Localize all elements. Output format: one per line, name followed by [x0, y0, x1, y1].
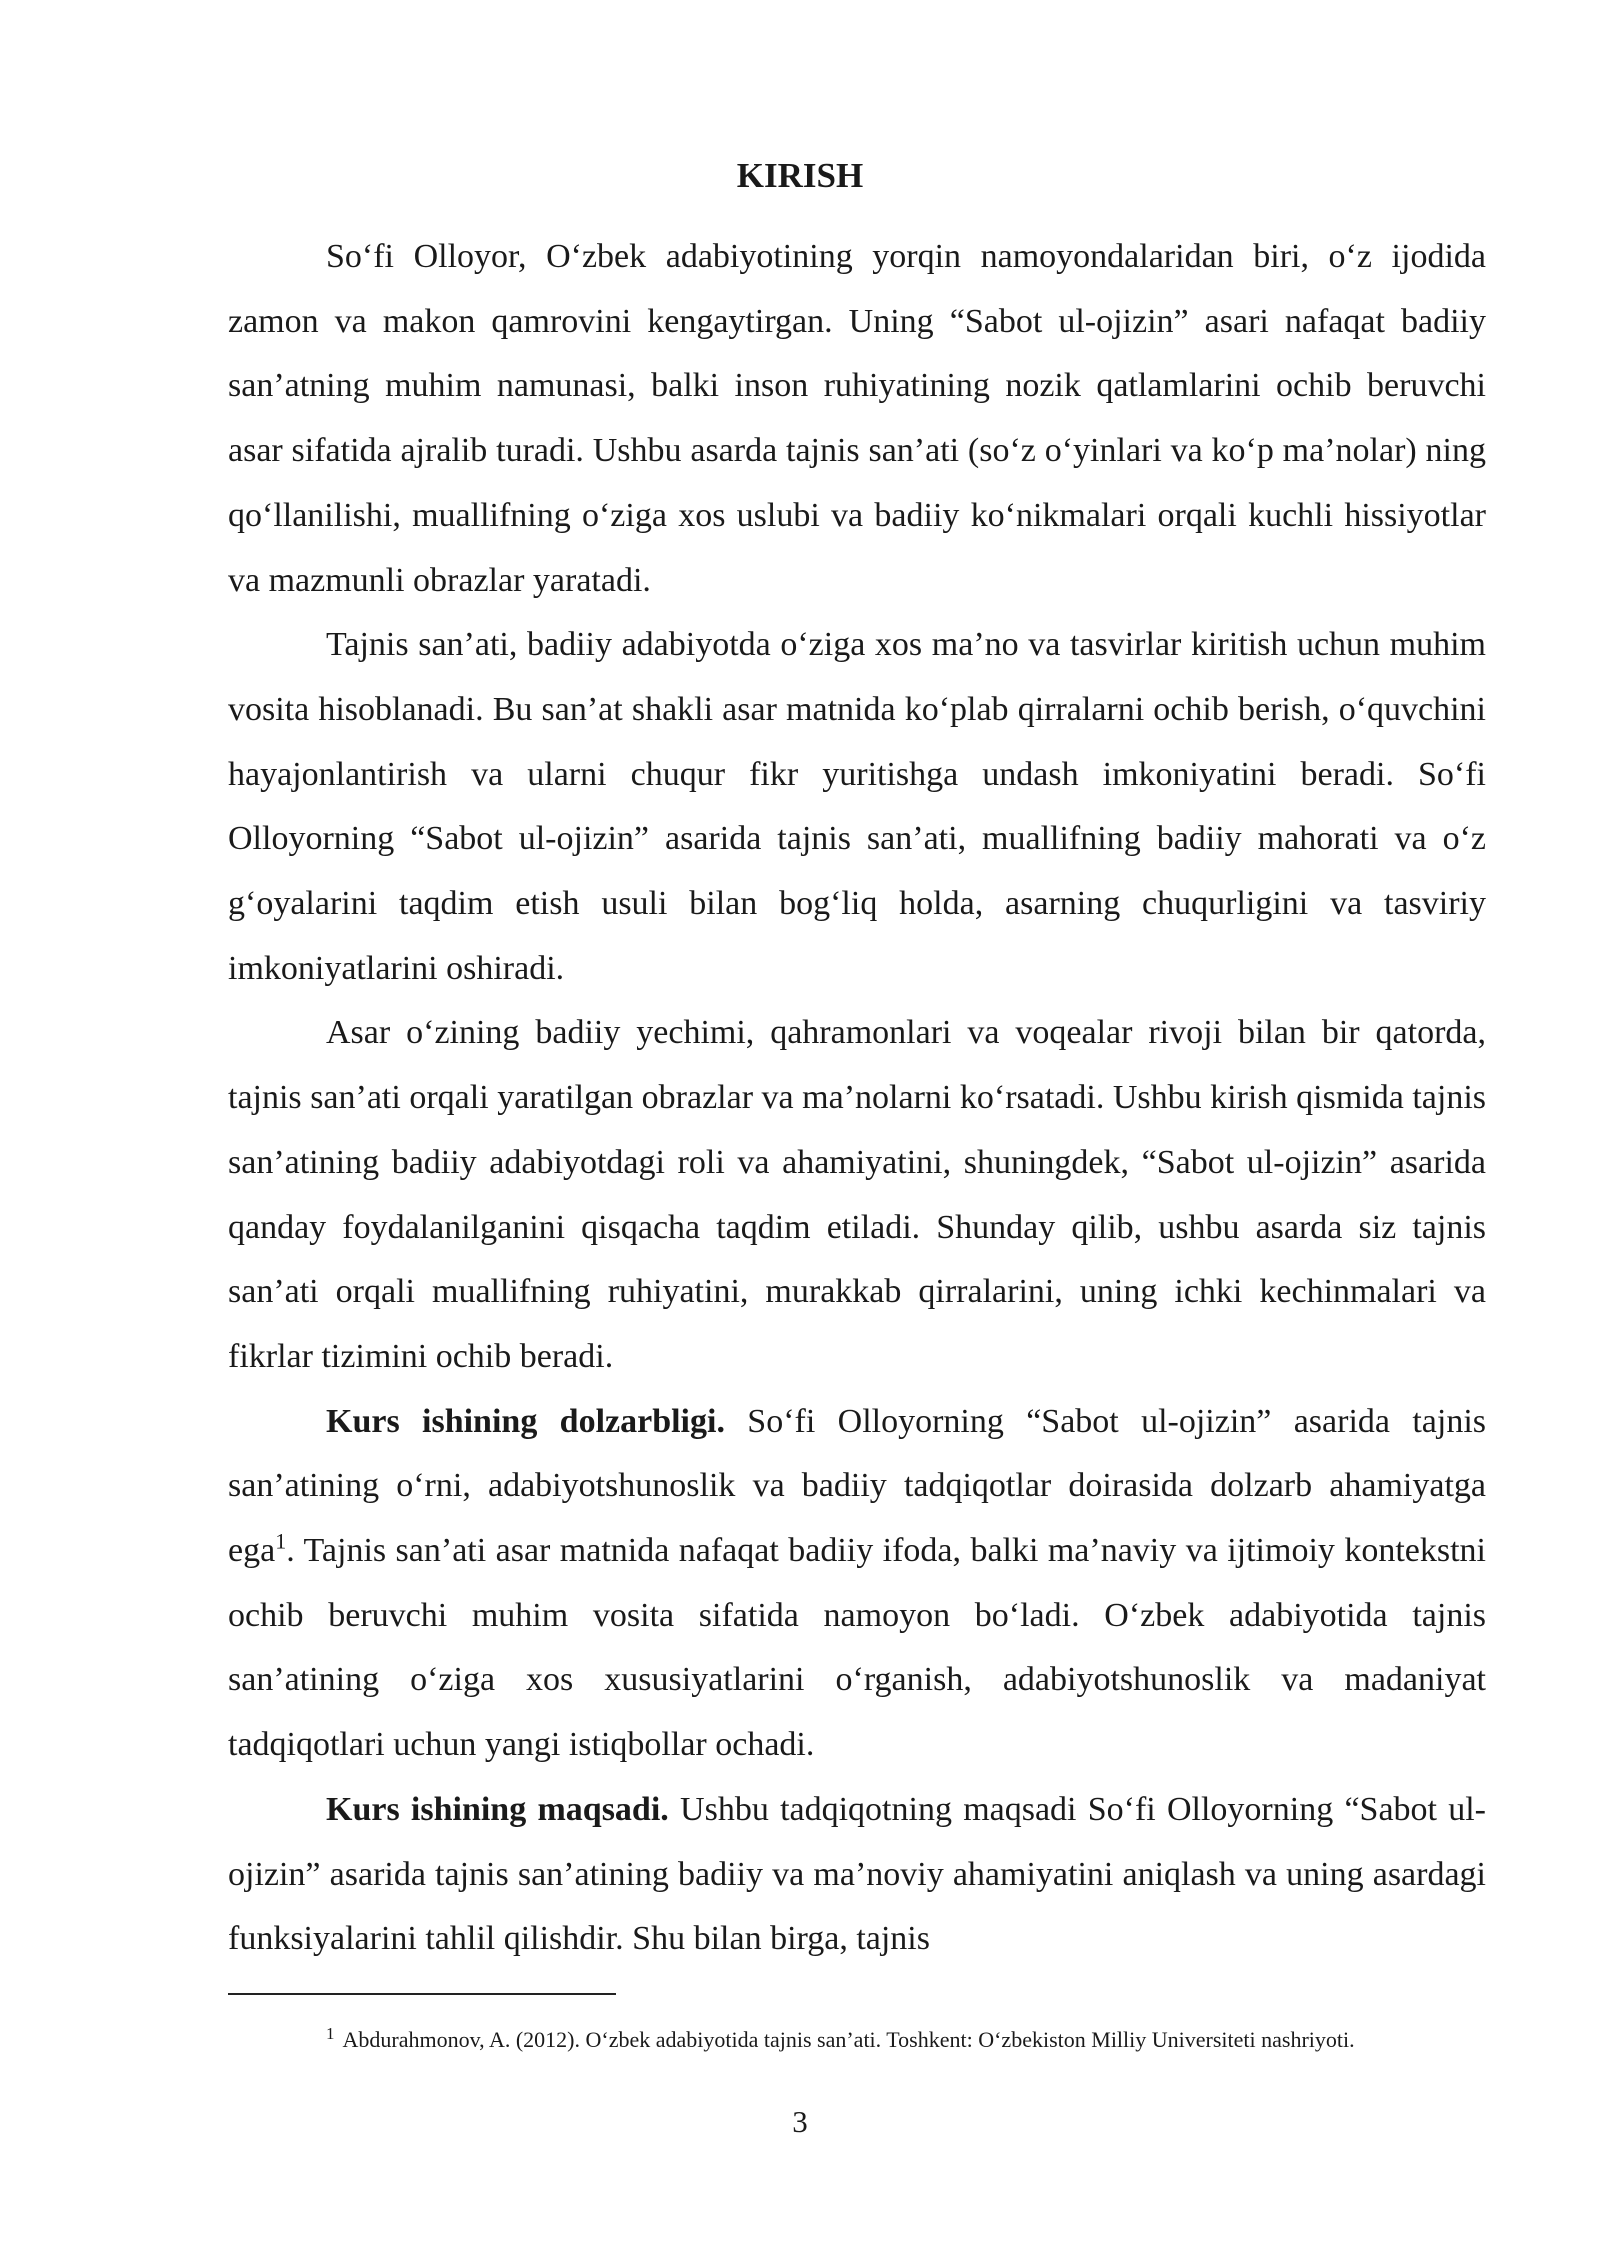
body-text: [228, 225, 1486, 1972]
section-heading: KIRISH: [736, 156, 864, 195]
relevance-text-a: So‘fi Olloyorning “Sabot ul-ojizin” asarida tajnis san’atining o‘rni, adabiyotshunoslik va badiiy tadqiqotlar doirasida dolzarb ahamiyatga ega: [228, 1402, 1486, 1570]
relevance-text-b: . Tajnis san’ati asar matnida nafaqat badiiy ifoda, balki ma’naviy va ijtimoiy kontekstni ochib beruvchi muhim vosita sifatida namoyon bo‘ladi. O‘zbek adabiyotida tajnis san’atining o‘ziga xos xususiyatlarini o‘rganish, adabiyotshunoslik va madaniyat tadqiqotlari uchun yangi istiqbollar ochadi.: [228, 1532, 1486, 1764]
paragraph-1: So‘fi Olloyor, O‘zbek adabiyotining yorqin namoyondalaridan biri, o‘z ijodida zamon va makon qamrovini kengaytirgan. Uning “Sabot ul-ojizin” asari nafaqat badiiy san’atning muhim namunasi, balki inson ruhiyatining nozik qatlamlarini ochib beruvchi asar sifatida ajralib turadi. Ushbu asarda tajnis san’ati (so‘z o‘yinlari va ko‘p ma’nolar) ning qo‘llanilishi, muallifning o‘ziga xos uslubi va badiiy ko‘nikmalari orqali kuchli hissiyotlar va mazmunli obrazlar yaratadi.: [228, 238, 1486, 599]
goal-text: Ushbu tadqiqotning maqsadi So‘fi Olloyorning “Sabot ul-ojizin” asarida tajnis san’atining badiiy va ma’noviy ahamiyatini aniqlash va uning asardagi funksiyalarini tahlil qilishdir. Shu bilan birga, tajnis: [228, 1790, 1486, 1958]
footnote: [326, 2025, 1355, 2055]
paragraph-2: Tajnis san’ati, badiiy adabiyotda o‘ziga xos ma’no va tasvirlar kiritish uchun muhim vosita hisoblanadi. Bu san’at shakli asar matnida ko‘plab qirralarni ochib berish, o‘quvchini hayajonlantirish va ularni chuqur fikr yuritishga undash imkoniyatini beradi. So‘fi Olloyorning “Sabot ul-ojizin” asarida tajnis san’ati, muallifning badiiy mahorati va o‘z g‘oyalarini taqdim etish usuli bilan bog‘liq holda, asarning chuqurligini va tasviriy imkoniyatlarini oshiradi.: [228, 626, 1486, 987]
goal-heading: Kurs ishining maqsadi.: [326, 1790, 669, 1828]
footnote-separator: [228, 1993, 616, 1995]
paragraph-relevance: [228, 1390, 1486, 1778]
footnote-text: Abdurahmonov, A. (2012). O‘zbek adabiyotida tajnis san’ati. Toshkent: O‘zbekiston Milliy Universiteti nashriyoti.: [342, 2027, 1355, 2052]
paragraph-3: Asar o‘zining badiiy yechimi, qahramonlari va voqealar rivoji bilan bir qatorda, tajnis san’ati orqali yaratilgan obrazlar va ma’nolarni ko‘rsatadi. Ushbu kirish qismida tajnis san’atining badiiy adabiyotdagi roli va ahamiyatini, shuningdek, “Sabot ul-ojizin” asarida qanday foydalanilganini qisqacha taqdim etiladi. Shunday qilib, ushbu asarda siz tajnis san’ati orqali muallifning ruhiyatini, murakkab qirralarini, uning ichki kechinmalari va fikrlar tizimini ochib beradi.: [228, 1014, 1486, 1375]
footnote-reference[interactable]: 1: [275, 1528, 287, 1554]
page-number: 3: [792, 2104, 808, 2139]
paragraph-goal: [228, 1778, 1486, 1972]
relevance-heading: Kurs ishining dolzarbligi.: [326, 1402, 725, 1440]
footnote-number: 1: [326, 2024, 335, 2043]
